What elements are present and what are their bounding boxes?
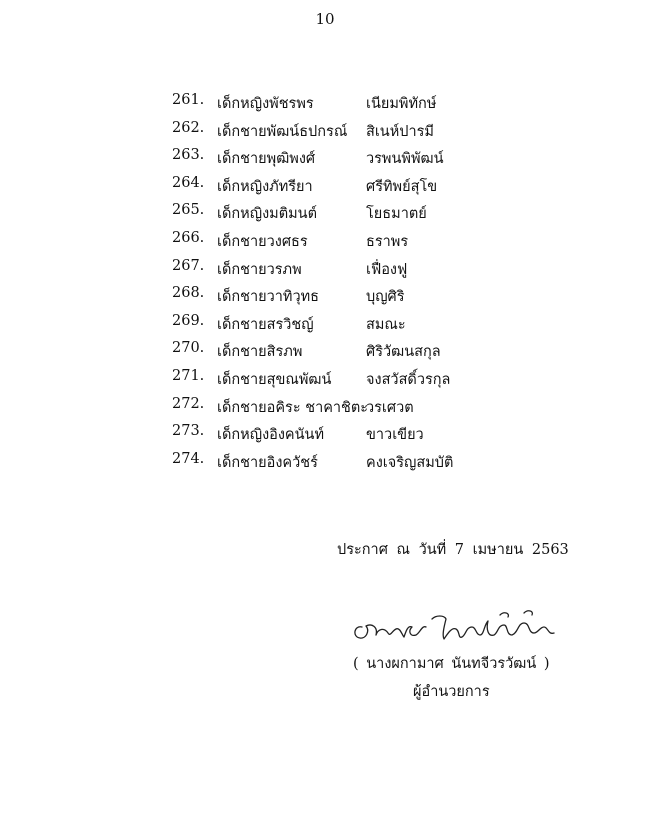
list-item: [0, 198, 650, 226]
entry-number: 268.: [172, 285, 205, 302]
entry-number: 274.: [172, 450, 205, 467]
list-item: [0, 392, 650, 420]
entry-number: 267.: [172, 257, 205, 274]
list-item: [0, 364, 650, 392]
entry-first-name: เด็กชายอคิระ ชาคาชิตะ: [217, 399, 369, 416]
entry-first-name: เด็กชายวรภพ: [217, 261, 302, 278]
entry-number: 273.: [172, 423, 205, 440]
entry-first-name: เด็กหญิงพัชรพร: [217, 96, 314, 112]
list-item: [0, 226, 650, 254]
entry-first-name: เด็กหญิงอิงคนันท์: [217, 427, 325, 444]
list-item: [0, 254, 650, 282]
entry-last-name: คงเจริญสมบัติ: [366, 454, 454, 471]
name-list: [0, 88, 650, 474]
entry-last-name: วรเศวต: [366, 399, 414, 416]
entry-number: 263.: [172, 147, 205, 164]
entry-first-name: เด็กชายพัฒน์ธปกรณ์: [217, 123, 348, 140]
entry-number: 270.: [172, 340, 205, 357]
entry-number: 264.: [172, 174, 205, 191]
list-item: [0, 143, 650, 171]
list-item: [0, 419, 650, 447]
list-item: [0, 281, 650, 309]
entry-first-name: เด็กหญิงมติมนต์: [217, 206, 318, 223]
entry-first-name: เด็กชายพุฒิพงศ์: [217, 151, 316, 168]
entry-last-name: เฟื่องฟู: [366, 261, 408, 278]
entry-last-name: ธราพร: [366, 233, 409, 250]
entry-last-name: โยธมาตย์: [366, 206, 427, 223]
list-item: [0, 116, 650, 144]
handwritten-signature-icon: [348, 605, 563, 653]
entry-first-name: เด็กชายวาทิวุทธ: [217, 289, 320, 306]
entry-first-name: เด็กชายสิรภพ: [217, 344, 303, 361]
entry-number: 271.: [172, 367, 205, 384]
entry-first-name: เด็กชายอิงควัชร์: [217, 454, 318, 471]
list-item: [0, 88, 650, 116]
signer-title: ผู้อำนวยการ: [413, 684, 490, 700]
entry-last-name: ศรีทิพย์สุโข: [366, 178, 438, 195]
entry-last-name: สมณะ: [366, 316, 406, 333]
entry-first-name: เด็กชายสุขณพัฒน์: [217, 371, 332, 388]
entry-number: 265.: [172, 202, 205, 219]
entry-first-name: เด็กหญิงภัทรียา: [217, 178, 313, 195]
entry-number: 262.: [172, 119, 205, 136]
entry-first-name: เด็กชายสรวิชญ์: [217, 316, 314, 333]
entry-number: 261.: [172, 92, 205, 108]
list-item: [0, 309, 650, 337]
entry-number: 266.: [172, 229, 205, 246]
list-item: [0, 171, 650, 199]
entry-last-name: ศิริวัฒนสกุล: [366, 344, 441, 361]
entry-last-name: จงสวัสดิ์วรกุล: [366, 371, 451, 388]
entry-last-name: เนียมพิทักษ์: [366, 96, 437, 112]
entry-last-name: วรพนพิพัฒน์: [366, 151, 444, 168]
entry-last-name: ขาวเขียว: [366, 427, 424, 444]
list-item: [0, 336, 650, 364]
page-number: 10: [315, 10, 335, 28]
signer-name: ( นางผกามาศ นันทจีวรวัฒน์ ): [353, 656, 550, 672]
entry-number: 272.: [172, 395, 205, 412]
entry-last-name: บุญศิริ: [366, 289, 405, 306]
list-item: [0, 447, 650, 475]
entry-first-name: เด็กชายวงศธร: [217, 233, 308, 250]
signature: [348, 605, 563, 653]
announcement-date: ประกาศ ณ วันที่ 7 เมษายน 2563: [337, 542, 569, 558]
entry-number: 269.: [172, 312, 205, 329]
entry-last-name: สิเนห์ปารมี: [366, 123, 434, 140]
